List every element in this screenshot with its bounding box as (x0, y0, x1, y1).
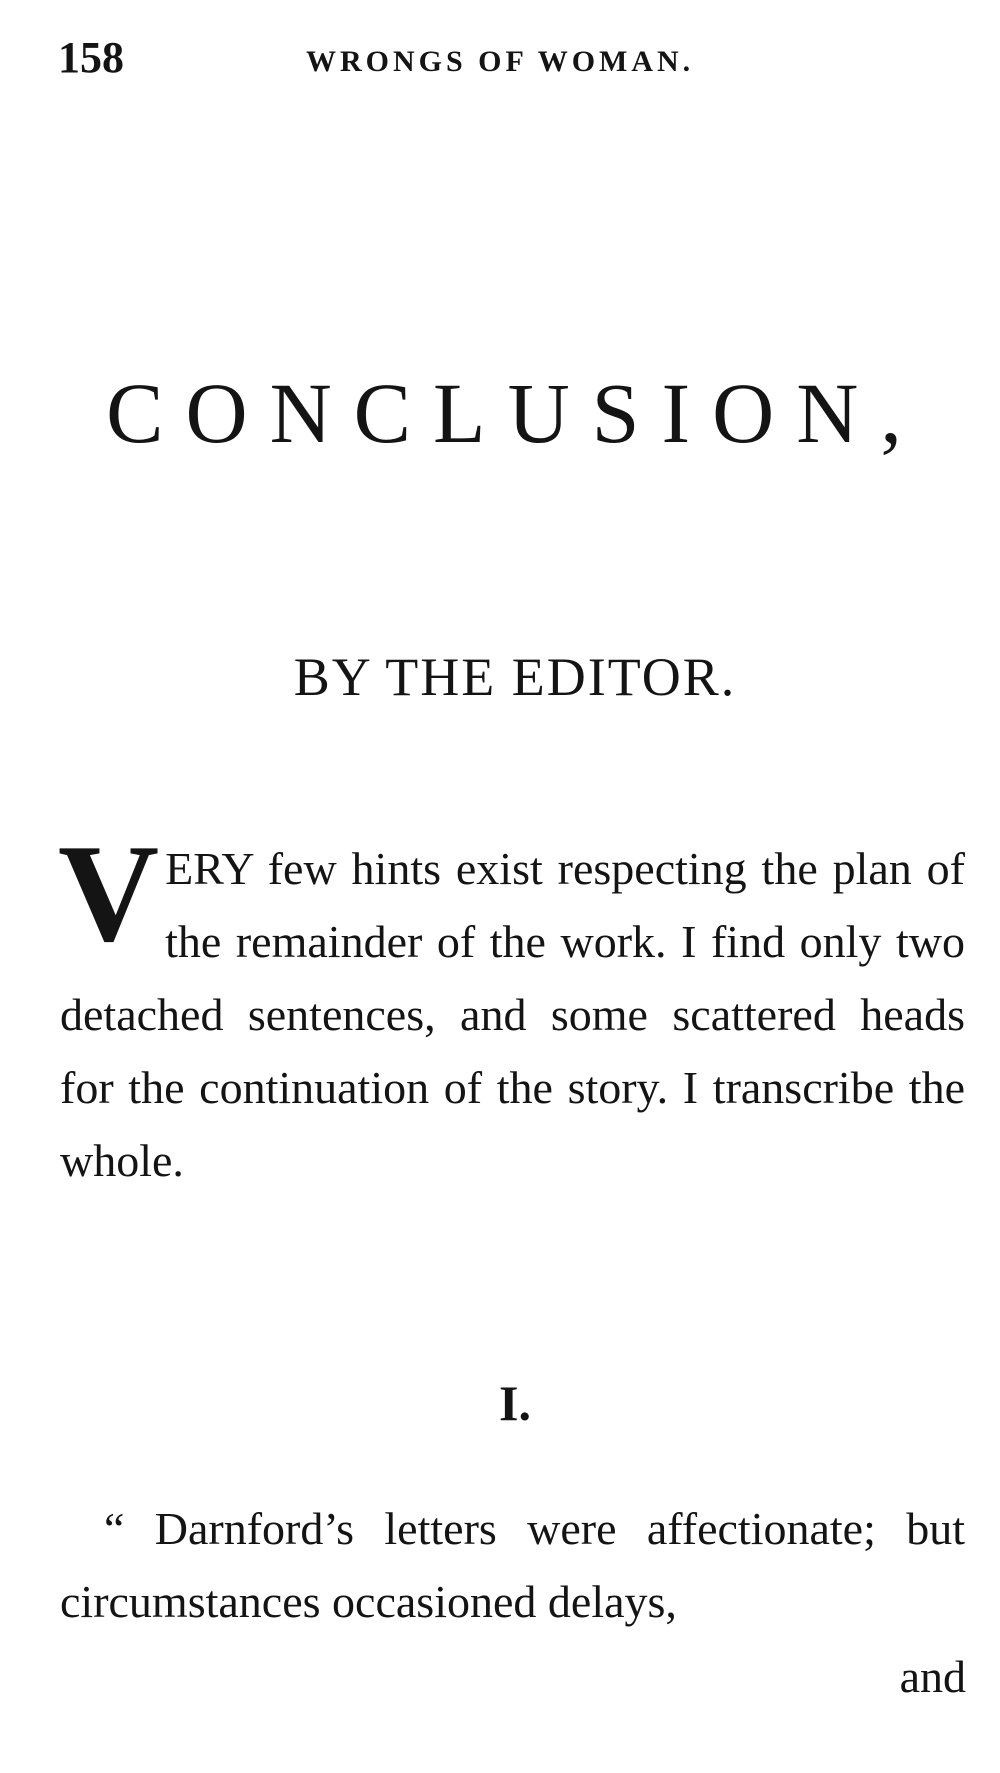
section-numeral: I. (499, 1375, 531, 1431)
intro-text: ERY few hints exist respecting the plan of the remainder of the work. I find only two detached sentences, and some scattered heads for the continuation of the story. I transcribe the whole. (60, 843, 965, 1186)
drop-cap: V (58, 816, 160, 971)
catchword: and (899, 1651, 966, 1702)
running-head: WRONGS OF WOMAN. (306, 45, 695, 78)
page-number: 158 (58, 33, 124, 82)
intro-paragraph (58, 816, 965, 1197)
chapter-byline: BY THE EDITOR. (293, 647, 737, 707)
chapter-title: CONCLUSION, (106, 365, 924, 461)
page-header (58, 28, 938, 88)
section-paragraph: “ Darnford’s letters were affectionate; but circumstances occasioned delays, (60, 1503, 965, 1627)
